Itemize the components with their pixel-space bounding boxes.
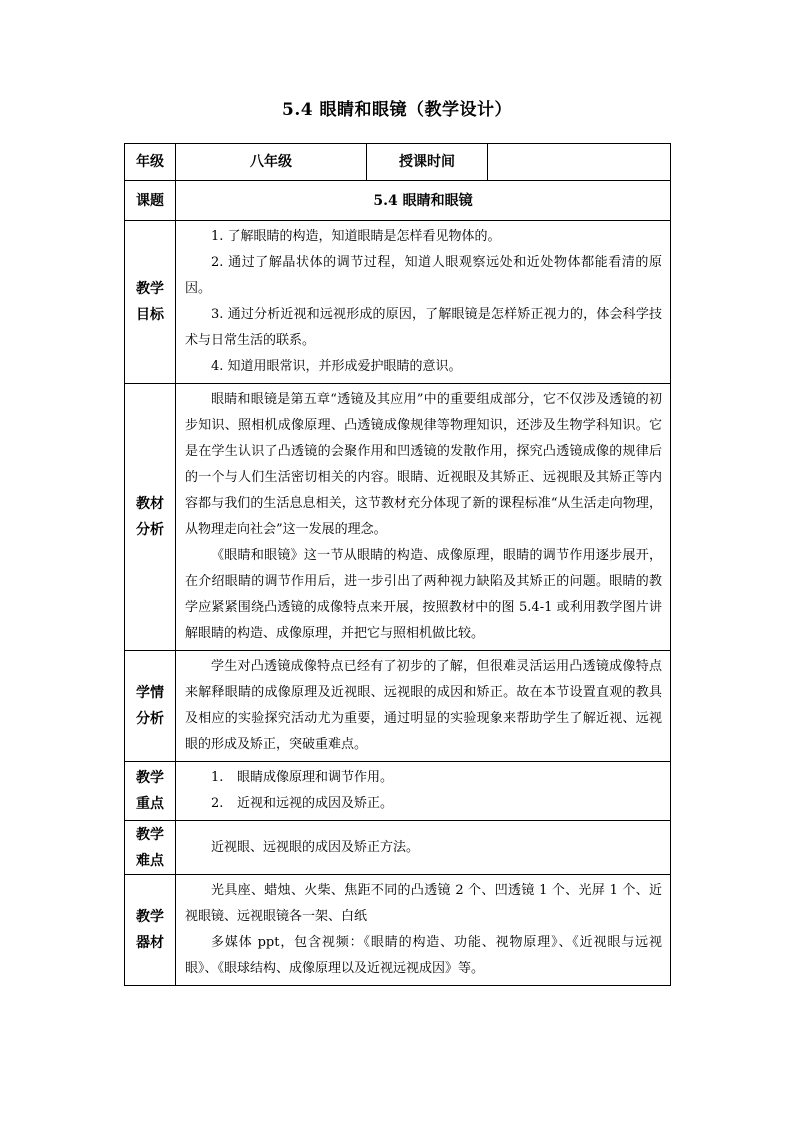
learner-analysis-paragraph: 学生对凸透镜成像特点已经有了初步的了解，但很难灵活运用凸透镜成像特点来解释眼睛的成像原理及近视眼、远视眼的成因和矫正。故在本节设置直观的教具及相应的实验探究活动尤为重要，通过明显的实验现象来帮助学生了解近视、远视眼的形成及矫正，突破重难点。 [185, 659, 662, 752]
grade-label: 年级 [125, 144, 176, 181]
objective-item: 2. 通过了解晶状体的调节过程，知道人眼观察远处和近处物体都能看清的原因。 [185, 255, 662, 296]
objectives-row [125, 221, 671, 384]
key-point-number: 2. [211, 796, 224, 811]
material-analysis-content [176, 384, 671, 651]
key-points-label-line2: 重点 [136, 796, 164, 812]
grade-row [125, 144, 671, 181]
equipment-paragraph: 多媒体 ppt，包含视频：《眼睛的构造、功能、视物原理》、《近视眼与远视眼》、《眼球结构、成像原理以及近视远视成因》等。 [185, 935, 662, 976]
difficulties-text: 近视眼、远视眼的成因及矫正方法。 [211, 839, 420, 855]
key-point-text: 近视和远视的成因及矫正。 [237, 796, 394, 811]
key-points-row [125, 762, 671, 821]
equipment-content [176, 875, 671, 986]
equipment-row [125, 875, 671, 986]
objective-item: 4. 知道用眼常识，并形成爱护眼睛的意识。 [211, 359, 462, 374]
key-point-item [185, 791, 662, 817]
topic-value: 5.4 眼睛和眼镜 [176, 181, 671, 221]
material-analysis-label [125, 384, 176, 651]
grade-value: 八年级 [176, 144, 367, 181]
class-time-value [488, 144, 671, 181]
material-analysis-paragraph: 眼睛和眼镜是第五章“透镜及其应用”中的重要组成部分，它不仅涉及透镜的初步知识、照相机成像原理、凸透镜成像规律等物理知识，还涉及生物学科知识。它是在学生认识了凸透镜的会聚作用和凹透镜的发散作用，探究凸透镜成像的规律后的一个与人们生活密切相关的内容。眼睛、近视眼及其矫正、远视眼及其矫正等内容都与我们的生活息息相关，这节教材充分体现了新的课程标准“从生活走向物理，从物理走向社会”这一发展的理念。 [185, 392, 662, 537]
key-point-number: 1. [211, 770, 224, 785]
objective-item: 1. 了解眼睛的构造，知道眼睛是怎样看见物体的。 [211, 229, 501, 244]
difficulties-label-line2: 难点 [136, 852, 164, 869]
difficulties-label [125, 821, 176, 875]
topic-label: 课题 [125, 181, 176, 221]
learner-analysis-label [125, 651, 176, 762]
objectives-label-line2: 目标 [136, 307, 164, 323]
objectives-label-line1: 教学 [136, 281, 164, 297]
key-points-label-line1: 教学 [136, 770, 164, 786]
material-analysis-paragraph: 《眼睛和眼镜》这一节从眼睛的构造、成像原理，眼睛的调节作用逐步展开，在介绍眼睛的调节作用后，进一步引出了两种视力缺陷及其矫正的问题。眼睛的教学应紧紧围绕凸透镜的成像特点来开展，按照教材中的图 5.4-1 或利用教学图片讲解眼睛的构造、成像原理，并把它与照相机做比较。 [185, 548, 662, 641]
objectives-content [176, 221, 671, 384]
difficulties-row [125, 821, 671, 875]
objectives-label [125, 221, 176, 384]
learner-analysis-row [125, 651, 671, 762]
equipment-paragraph: 光具座、蜡烛、火柴、焦距不同的凸透镜 2 个、凹透镜 1 个、光屏 1 个、近视眼镜、远视眼镜各一架、白纸 [185, 883, 662, 924]
key-points-content [176, 762, 671, 821]
key-point-text: 眼睛成像原理和调节作用。 [237, 770, 394, 785]
difficulties-content [176, 821, 671, 875]
material-analysis-label-line2: 分析 [136, 522, 164, 538]
class-time-label: 授课时间 [367, 144, 488, 181]
objective-item: 3. 通过分析近视和远视形成的原因，了解眼镜是怎样矫正视力的，体会科学技术与日常生活的联系。 [185, 307, 662, 348]
learner-analysis-content [176, 651, 671, 762]
topic-row [125, 181, 671, 221]
material-analysis-row [125, 384, 671, 651]
learner-analysis-label-line1: 学情 [136, 685, 164, 701]
key-point-item [185, 765, 662, 791]
key-points-label [125, 762, 176, 821]
difficulties-label-line1: 教学 [136, 826, 164, 843]
equipment-label [125, 875, 176, 986]
lesson-plan-table [124, 143, 671, 986]
document-title: 5.4 眼睛和眼镜（教学设计） [282, 100, 512, 120]
learner-analysis-label-line2: 分析 [136, 711, 164, 727]
equipment-label-line1: 教学 [136, 909, 164, 925]
material-analysis-label-line1: 教材 [136, 496, 164, 512]
equipment-label-line2: 器材 [136, 935, 164, 951]
